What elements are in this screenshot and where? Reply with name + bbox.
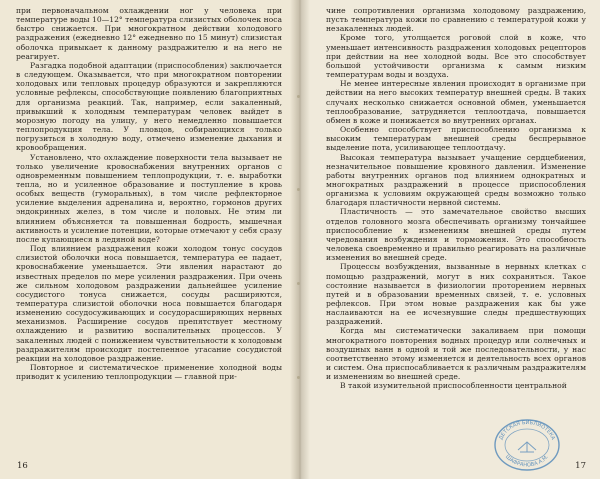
binding-hole bbox=[297, 188, 300, 191]
library-stamp bbox=[492, 412, 562, 472]
paragraph: Разгадка подобной адаптации (приспособления) заключается в следующем. Оказывается, что при многократном повторении холодовых или тепловых процедур образуются и закрепляются условные рефлексы, способствующие появлению благоприятных для организма реакций. Так, например, если закаленный, привыкший к холодным температурам человек выйдет в морозную погоду на улицу, у него немедленно повышается теплопродукция тела. У пловцов, собирающихся только погрузиться в холодную воду, отмечено изменение дыхания и кровообращения. bbox=[16, 60, 282, 153]
right-page-number: 17 bbox=[575, 461, 586, 471]
paragraph: при первоначальном охлаждении ног у человека при температуре воды 10—12° температура слизистых оболочек носа быстро снижается. При многократном действии холодового раздражения (ежедневно 12° ежедневно по 15 минут) слизистая оболочка привыкает к данному раздражителю и на него не реагирует. bbox=[16, 6, 282, 61]
left-page-number: 16 bbox=[17, 461, 28, 471]
binding-hole bbox=[297, 282, 300, 285]
paragraph: Повторное и систематическое применение холодной воды приводит к усилению теплопродукции — главной при- bbox=[16, 363, 282, 382]
paragraph: Под влиянием раздражения кожи холодом тонус сосудов слизистой оболочки носа повышается, температура ее падает, кровоснабжение уменьшается. Эти явления нарастают до известных пределов по мере усиления раздражения. При очень же сильном холодовом раздражении дальнейшее усиление сосудистого тонуса снижается, сосуды расширяются, температура слизистой оболочки носа повышается благодаря изменению сосудосуживающих и сосудорасширяющих нервных механизмов. Расширение сосудов препятствует местному охлаждению и развитию воспалительных процессов. У закаленных людей с понижением чувствительности к холодовым раздражителям происходит постепенное угасание сосудистой реакции на холодовое раздражение. bbox=[16, 244, 282, 363]
paragraph: чине сопротивления организма холодовому раздражению, пусть температура кожи по сравнению с температурой кожи у незакаленных людей. bbox=[326, 6, 586, 34]
right-page bbox=[300, 0, 600, 479]
paragraph: Установлено, что охлаждение поверхности тела вызывает не только увеличение кровоснабжения внутренних органов с одновременным повышением теплопродукции, т. е. выработки тепла, но и усиленное образование и поступление в кровь особых веществ (гуморальных), в том числе рефлекторное усиление выделения адреналина и, вероятно, гормонов других эндокринных желез, в том числе и половых. Не этим ли влиянием объясняется та повышенная бодрость, мышечная активность и усиление потенции, которые отмечают у себя сразу после купающиеся в ледяной воде? bbox=[16, 152, 282, 244]
paragraph: Когда мы систематически закаливаем при помощи многократного повторения водных процедур или солнечных и воздушных ванн в одной и той же последовательности, у нас соответственно этому изменяется и деятельность всех органов и систем. Она приспосабливается к различным раздражителям и изменениям во внешней среде. bbox=[326, 326, 586, 382]
paragraph: Особенно способствует приспособлению организма к высоким температурам внешней среды беспрерывное выделение пота, усиливающее теплоотдачу. bbox=[326, 125, 586, 153]
paragraph: Пластичность — это замечательное свойство высших отделов головного мозга обеспечивать организму тончайшее приспособление к изменениям внешней среды путем чередования возбуждения и торможения. Это способность человека своевременно и правильно реагировать на различные изменения во внешней среде. bbox=[326, 207, 586, 263]
book-gutter bbox=[290, 0, 310, 479]
stamp-top-text: ДЕТСКАЯ БИБЛИОТЕКА bbox=[498, 419, 556, 441]
left-page-text bbox=[16, 6, 282, 381]
paragraph: Высокая температура вызывает учащение сердцебиения, незначительное повышение кровяного давления. Изменение работы внутренних органов под влиянием однократных и многократных раздражений в процессе приспособления организма к условиям окружающей среды возможно только благодаря пластичности нервной системы. bbox=[326, 152, 586, 208]
paragraph: Не менее интересные явления происходят в организме при действии на него высоких температур внешней среды. В таких случаях несколько снижается основной обмен, уменьшается теплообразование, затрудняется теплоотдача, повышается обмен в коже и понижается во внутренних органах. bbox=[326, 79, 586, 125]
stamp-bottom-text: ШАФРАНОВА А.М. bbox=[504, 454, 550, 469]
binding-hole bbox=[297, 95, 300, 98]
paragraph: Кроме того, утолщается роговой слой в коже, что уменьшает интенсивность раздражения холодовых рецепторов при действии на нее холодной воды. Все это способствует большой устойчивости организма к самым низким температурам воды и воздуха. bbox=[326, 33, 586, 80]
binding-hole bbox=[297, 376, 300, 379]
right-page-text bbox=[326, 6, 586, 391]
paragraph: Процессы возбуждения, вызванные в нервных клетках с помощью раздражений, могут в них сохраняться. Такое состояние называется в физиологии проторением нервных путей и в образовании временных связей, т. е. условных рефлексов. При этом новые раздражения как бы уже наслаиваются на ее исчезнувшие следы предшествующих раздражений. bbox=[326, 262, 586, 327]
paragraph: В такой изумительной приспособленности центральной bbox=[340, 381, 567, 391]
